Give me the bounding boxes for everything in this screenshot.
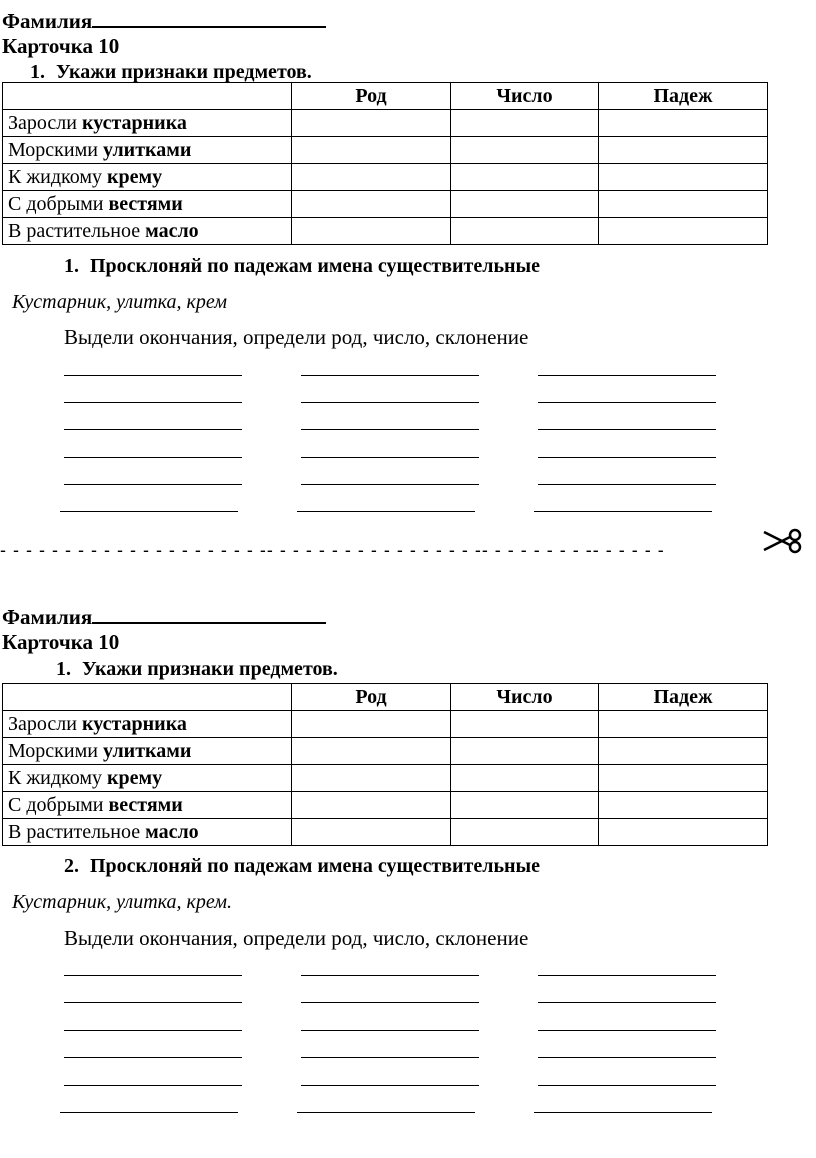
- table-row: [3, 191, 768, 218]
- cell-gender[interactable]: [292, 137, 451, 164]
- cell-gender[interactable]: [292, 218, 451, 245]
- answer-line[interactable]: [301, 484, 479, 485]
- answer-line[interactable]: [538, 1057, 716, 1058]
- attributes-table: [2, 683, 768, 846]
- task-text: Укажи признаки предметов.: [56, 61, 312, 83]
- answer-line[interactable]: [301, 1002, 479, 1003]
- table-row: [3, 819, 768, 846]
- task-2-heading: [64, 254, 540, 278]
- answer-line[interactable]: [538, 429, 716, 430]
- answer-line[interactable]: [301, 457, 479, 458]
- cell-gender[interactable]: [292, 164, 451, 191]
- cell-case[interactable]: [599, 218, 768, 245]
- table-row: [3, 164, 768, 191]
- card-title: Карточка 10: [2, 34, 120, 58]
- header-gender: Род: [292, 83, 451, 110]
- answer-line[interactable]: [538, 402, 716, 403]
- row-phrase: Заросли кустарника: [3, 110, 292, 137]
- cell-number[interactable]: [451, 218, 599, 245]
- cell-gender[interactable]: [292, 819, 451, 846]
- row-phrase: В растительное масло: [3, 819, 292, 846]
- table-header-row: [3, 83, 768, 110]
- cell-case[interactable]: [599, 819, 768, 846]
- cell-gender[interactable]: [292, 191, 451, 218]
- answer-line[interactable]: [64, 484, 242, 485]
- task-1-heading: [30, 60, 312, 84]
- cell-case[interactable]: [599, 137, 768, 164]
- answer-line[interactable]: [534, 1112, 712, 1113]
- attributes-table: [2, 82, 768, 245]
- header-case: Падеж: [599, 83, 768, 110]
- row-phrase: Морскими улитками: [3, 137, 292, 164]
- row-phrase: Морскими улитками: [3, 738, 292, 765]
- answer-line[interactable]: [534, 511, 712, 512]
- row-phrase: К жидкому крему: [3, 765, 292, 792]
- surname-label: [2, 602, 326, 629]
- answer-line[interactable]: [301, 975, 479, 976]
- table-row: [3, 218, 768, 245]
- cell-gender[interactable]: [292, 765, 451, 792]
- row-phrase: С добрыми вестями: [3, 191, 292, 218]
- answer-line[interactable]: [538, 975, 716, 976]
- surname-blank[interactable]: [92, 6, 326, 28]
- instruction-text: Выдели окончания, определи род, число, склонение: [64, 325, 529, 349]
- cell-number[interactable]: [451, 738, 599, 765]
- table-row: [3, 792, 768, 819]
- table-row: [3, 765, 768, 792]
- cell-number[interactable]: [451, 711, 599, 738]
- answer-line[interactable]: [64, 1002, 242, 1003]
- answer-line[interactable]: [64, 402, 242, 403]
- row-phrase: Заросли кустарника: [3, 711, 292, 738]
- table-row: [3, 110, 768, 137]
- answer-line[interactable]: [301, 375, 479, 376]
- answer-line[interactable]: [301, 1085, 479, 1086]
- cell-gender[interactable]: [292, 792, 451, 819]
- header-case: Падеж: [599, 684, 768, 711]
- cell-number[interactable]: [451, 765, 599, 792]
- answer-line[interactable]: [538, 484, 716, 485]
- cell-case[interactable]: [599, 110, 768, 137]
- cell-number[interactable]: [451, 110, 599, 137]
- answer-line[interactable]: [64, 1085, 242, 1086]
- cell-case[interactable]: [599, 765, 768, 792]
- scissors-icon: [762, 526, 806, 556]
- task-number: 1.: [56, 658, 71, 680]
- surname-label-text: Фамилия: [2, 9, 93, 33]
- answer-line[interactable]: [538, 457, 716, 458]
- answer-line[interactable]: [64, 429, 242, 430]
- cell-gender[interactable]: [292, 711, 451, 738]
- answer-line[interactable]: [64, 975, 242, 976]
- task-number: 2.: [64, 855, 79, 877]
- answer-line[interactable]: [297, 1112, 475, 1113]
- cell-number[interactable]: [451, 792, 599, 819]
- cell-case[interactable]: [599, 738, 768, 765]
- header-number: Число: [451, 83, 599, 110]
- answer-line[interactable]: [538, 375, 716, 376]
- answer-line[interactable]: [60, 1112, 238, 1113]
- answer-line[interactable]: [301, 402, 479, 403]
- header-number: Число: [451, 684, 599, 711]
- answer-line[interactable]: [301, 1057, 479, 1058]
- answer-line[interactable]: [301, 429, 479, 430]
- header-empty: [3, 83, 292, 110]
- table-header-row: [3, 684, 768, 711]
- answer-line[interactable]: [538, 1085, 716, 1086]
- answer-line[interactable]: [297, 511, 475, 512]
- cell-case[interactable]: [599, 792, 768, 819]
- cut-line: - - - - - - - - - - - - - - - - - - - - -- - - - - - - - - - - - - - - - -- - - - - - - - -- - - - - -: [0, 541, 665, 559]
- words-list: Кустарник, улитка, крем: [12, 291, 227, 313]
- table-row: [3, 711, 768, 738]
- cell-case[interactable]: [599, 711, 768, 738]
- task-text: Укажи признаки предметов.: [82, 658, 338, 680]
- cell-number[interactable]: [451, 137, 599, 164]
- cell-number[interactable]: [451, 191, 599, 218]
- cell-case[interactable]: [599, 164, 768, 191]
- row-phrase: В растительное масло: [3, 218, 292, 245]
- surname-label: [2, 6, 326, 33]
- answer-line[interactable]: [64, 1030, 242, 1031]
- cell-case[interactable]: [599, 191, 768, 218]
- row-phrase: К жидкому крему: [3, 164, 292, 191]
- cell-number[interactable]: [451, 164, 599, 191]
- task-text: Просклоняй по падежам имена существительные: [90, 855, 541, 877]
- cell-number[interactable]: [451, 819, 599, 846]
- task-text: Просклоняй по падежам имена существительные: [90, 255, 541, 277]
- table-row: [3, 738, 768, 765]
- task-2-heading: [64, 854, 540, 878]
- answer-line[interactable]: [538, 1030, 716, 1031]
- cell-gender[interactable]: [292, 110, 451, 137]
- answer-line[interactable]: [64, 457, 242, 458]
- task-1-heading: [56, 657, 338, 681]
- row-phrase: С добрыми вестями: [3, 792, 292, 819]
- surname-blank[interactable]: [92, 602, 326, 624]
- answer-line[interactable]: [64, 375, 242, 376]
- task-number: 1.: [30, 61, 45, 83]
- surname-label-text: Фамилия: [2, 605, 93, 629]
- answer-line[interactable]: [301, 1030, 479, 1031]
- header-empty: [3, 684, 292, 711]
- task-number: 1.: [64, 255, 79, 277]
- card-title: Карточка 10: [2, 630, 120, 654]
- instruction-text: Выдели окончания, определи род, число, склонение: [64, 926, 529, 950]
- answer-line[interactable]: [538, 1002, 716, 1003]
- cell-gender[interactable]: [292, 738, 451, 765]
- answer-line[interactable]: [60, 511, 238, 512]
- words-list: Кустарник, улитка, крем.: [12, 891, 232, 913]
- answer-line[interactable]: [64, 1057, 242, 1058]
- header-gender: Род: [292, 684, 451, 711]
- table-row: [3, 137, 768, 164]
